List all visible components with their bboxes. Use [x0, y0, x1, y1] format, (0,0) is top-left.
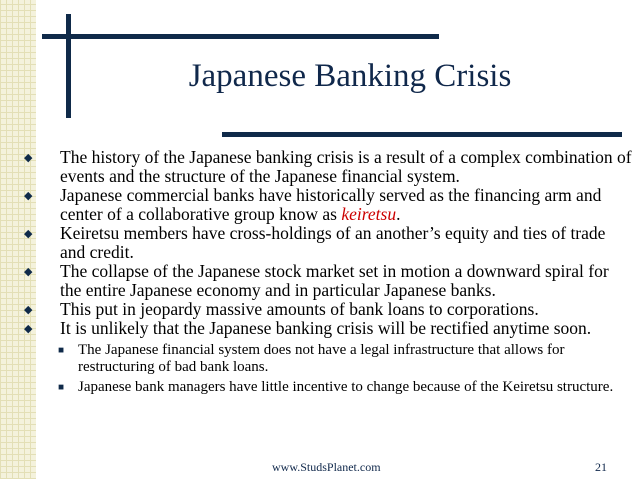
- bullet-item: [20, 148, 632, 186]
- diamond-bullet-icon: ◆: [24, 190, 33, 202]
- keiretsu-emphasis: keiretsu: [341, 204, 397, 224]
- square-bullet-icon: ■: [58, 382, 65, 393]
- bullet-text: Keiretsu members have cross-holdings of an another’s equity and ties of trade and credit.: [60, 223, 606, 262]
- sub-bullet-item: [20, 342, 632, 375]
- decorative-bottom-bar: [222, 132, 622, 137]
- sub-bullet-item: [20, 379, 632, 396]
- diamond-bullet-icon: ◆: [24, 228, 33, 240]
- page-number: 21: [595, 460, 607, 474]
- diamond-bullet-icon: ◆: [24, 323, 33, 335]
- bullet-text: The history of the Japanese banking crisis is a result of a complex combination of events and the structure of the Japanese financial system.: [60, 147, 632, 186]
- decorative-vertical-bar: [66, 14, 71, 118]
- square-bullet-icon: ■: [58, 345, 65, 356]
- diamond-bullet-icon: ◆: [24, 304, 33, 316]
- bullet-item: [20, 186, 632, 224]
- decorative-top-bar: [42, 34, 439, 39]
- bullet-item: [20, 300, 632, 319]
- slide-content: [20, 148, 632, 396]
- footer-website: www.StudsPlanet.com: [272, 460, 381, 474]
- bullet-text: Japanese commercial banks have historically served as the financing arm and center of a collaborative group know as: [60, 185, 602, 224]
- bullet-item: [20, 224, 632, 262]
- slide-title: Japanese Banking Crisis: [188, 58, 512, 94]
- sub-bullet-text: Japanese bank managers have little incentive to change because of the Keiretsu structure.: [78, 379, 614, 395]
- bullet-item: [20, 319, 632, 338]
- diamond-bullet-icon: ◆: [24, 152, 33, 164]
- diamond-bullet-icon: ◆: [24, 266, 33, 278]
- bullet-text: This put in jeopardy massive amounts of bank loans to corporations.: [60, 299, 539, 319]
- bullet-text: It is unlikely that the Japanese banking crisis will be rectified anytime soon.: [60, 318, 592, 338]
- bullet-item: [20, 262, 632, 300]
- sub-bullet-text: The Japanese financial system does not have a legal infrastructure that allows for restructuring of bad bank loans.: [78, 342, 565, 375]
- bullet-text-end: .: [396, 204, 401, 224]
- bullet-text: The collapse of the Japanese stock market set in motion a downward spiral for the entire Japanese economy and in particular Japanese banks.: [60, 261, 609, 300]
